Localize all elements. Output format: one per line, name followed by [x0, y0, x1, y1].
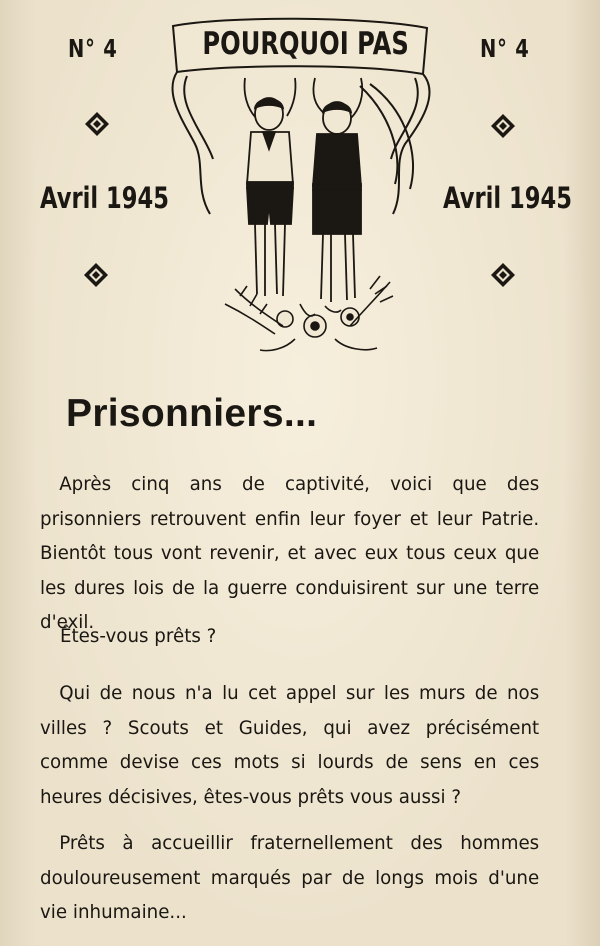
- diamond-ornament-icon: [83, 262, 109, 288]
- banner-title: POURQUOI PAS: [202, 26, 409, 62]
- issue-date-right: Avril 1945: [443, 181, 572, 215]
- diamond-ornament-icon: [84, 111, 110, 137]
- article-title: Prisonniers...: [66, 392, 318, 435]
- paragraph-2: Êtes-vous prêts ?: [60, 625, 217, 647]
- issue-number-right: N° 4: [480, 34, 530, 63]
- issue-date-left: Avril 1945: [40, 181, 169, 215]
- flower-bouquet: [225, 276, 393, 351]
- scout-right: [313, 78, 362, 302]
- diamond-ornament-icon: [490, 262, 516, 288]
- scouts-illustration: [165, 14, 435, 359]
- issue-number-left: N° 4: [68, 34, 118, 63]
- paragraph-3: Qui de nous n'a lu cet appel sur les murs de nos villes ? Scouts et Guides, qui avez précisément comme devise ces mots si lourds de sens en ces heures décisives, êtes-vous prêts vous aussi ?: [40, 682, 540, 808]
- scout-left: [245, 78, 296, 296]
- paragraph-4: Prêts à accueillir fraternellement des hommes douloureusement marqués par de longs mois d'une vie inhumaine...: [40, 832, 540, 923]
- diamond-ornament-icon: [490, 113, 516, 139]
- paragraph-1: Après cinq ans de captivité, voici que des prisonniers retrouvent enfin leur foyer et leur Patrie. Bientôt tous vont revenir, et avec eux tous ceux que les dures lois de la guerre conduisirent sur une terre d'exil.: [40, 473, 540, 633]
